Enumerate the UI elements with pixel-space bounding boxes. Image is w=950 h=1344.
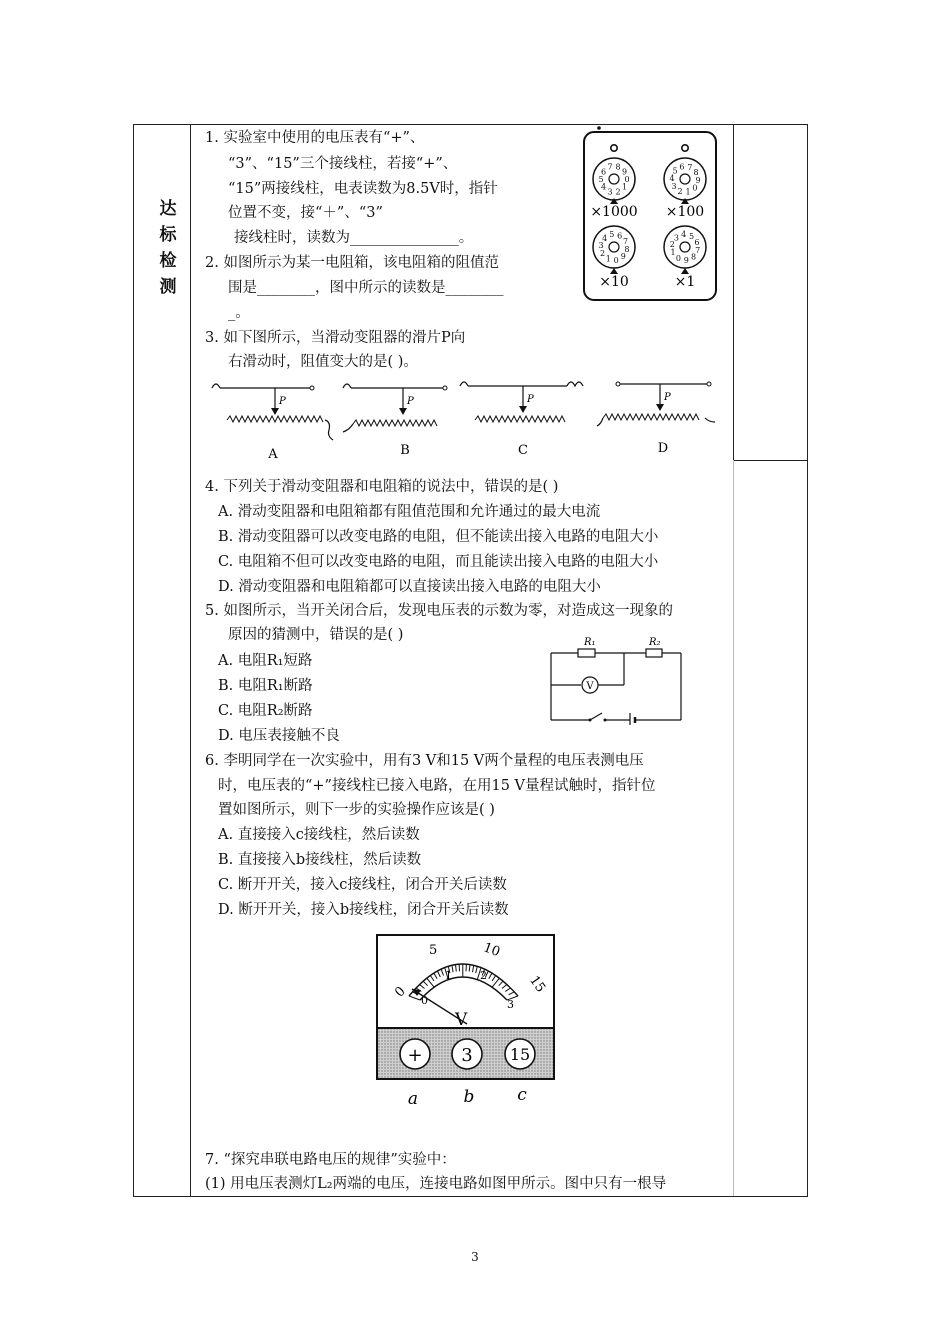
terminal-letter: a [407, 1089, 419, 1109]
q5-option: D. 电压表接触不良 [218, 728, 340, 744]
q5-line: 5. 如图所示，当开关闭合后，发现电压表的示数为零，对造成这一现象的 [205, 603, 673, 619]
dial-digit: 6 [679, 162, 685, 172]
r2-label: R₂ [649, 637, 661, 648]
dial-digit: 5 [609, 230, 615, 240]
table-right-border [807, 124, 808, 1197]
dial-digit: 9 [621, 167, 628, 177]
q2-line: 2. 如图所示为某一电阻箱，该电阻箱的阻值范 [205, 255, 499, 271]
q7-line: 7. “探究串联电路电压的规律”实验中： [205, 1152, 456, 1168]
dial-digit: 8 [693, 168, 699, 178]
outer-scale-label: 0 [392, 984, 409, 1001]
q1-line: 1. 实验室中使用的电压表有“+”、 [205, 130, 425, 146]
dial-digit: 4 [669, 174, 675, 184]
table-column-divider [190, 124, 191, 1197]
resistor-r1 [578, 649, 595, 657]
dial-digit: 7 [607, 162, 613, 172]
multiplier-label: ×10 [599, 274, 629, 290]
table-bottom-border [133, 1196, 808, 1197]
q6-line: 6. 李明同学在一次实验中，用有3 V和15 V两个量程的电压表测电压 [205, 753, 644, 769]
terminal-15-label: 15 [509, 1045, 531, 1064]
dial-digit: 7 [695, 245, 701, 255]
dial-digit: 8 [691, 252, 697, 262]
rheostat-figures [205, 372, 735, 464]
dial-digit: 6 [694, 237, 700, 247]
dial-digit: 0 [624, 175, 630, 184]
q3-line: 右滑动时，阻值变大的是( )。 [228, 354, 418, 370]
section-label-char: 检 [159, 251, 177, 271]
multiplier-label: ×100 [665, 204, 705, 220]
multiplier-label: ×1 [674, 274, 696, 290]
resistor-r2 [646, 649, 662, 657]
slider-label: P [527, 394, 534, 405]
dial-digit: 8 [624, 244, 630, 254]
terminal-15 [505, 1039, 535, 1069]
dial-digit: 5 [598, 175, 604, 184]
q1-line: “15”两接线柱，电表读数为8.5V时，指针 [228, 181, 498, 197]
dial-digit: 3 [607, 187, 613, 197]
dial-digit: 1 [605, 254, 611, 264]
dial-digit: 2 [599, 249, 606, 259]
dial-digit: 5 [689, 231, 695, 241]
q1-line: “3”、“15”三个接线柱，若接“+”、 [228, 156, 458, 172]
r1-label: R₁ [584, 637, 596, 648]
rheostat-c [460, 382, 583, 458]
dial-digit: 7 [687, 163, 693, 172]
dial-digit: 0 [692, 183, 698, 193]
q5-option: B. 电阻R₁断路 [218, 678, 313, 694]
q2-line: 围是________，图中所示的读数是________ [228, 280, 504, 296]
dial-digit: 6 [600, 167, 607, 177]
dial-digit: 4 [600, 182, 607, 192]
slider-label: P [407, 396, 414, 407]
q5-line: 原因的猜测中，错误的是( ) [228, 627, 404, 643]
voltmeter-figure [372, 932, 562, 1112]
option-label: C [518, 443, 528, 458]
inner-scale-label: 3 [507, 998, 514, 1011]
section-label-char: 达 [159, 199, 177, 219]
voltmeter-symbol-label: V [586, 681, 594, 692]
inner-scale-label: 1 [445, 969, 452, 982]
dial-digit: 3 [673, 233, 679, 243]
terminal-letter: c [517, 1085, 527, 1105]
q6-option: A. 直接接入c接线柱，然后读数 [218, 827, 420, 843]
dial-digit: 1 [685, 187, 691, 197]
q5-option: C. 电阻R₂断路 [218, 703, 313, 719]
outer-scale-label: 10 [481, 940, 502, 961]
terminal-plus [400, 1039, 430, 1069]
dial-digit: 5 [672, 166, 678, 176]
q6-option: C. 断开开关，接入c接线柱，闭合开关后读数 [218, 877, 507, 893]
meter-unit: V [455, 1010, 468, 1030]
q7-line: (1) 用电压表测灯L₂两端的电压，连接电路如图甲所示。图中只有一根导 [205, 1176, 667, 1192]
dial-digit: 3 [598, 241, 604, 251]
dial-digit: 6 [617, 231, 623, 241]
q1-line: 接线柱时，读数为_______________。 [234, 230, 474, 246]
q4-stem: 4. 下列关于滑动变阻器和电阻箱的说法中，错误的是( ) [205, 479, 559, 495]
q6-line: 时，电压表的“+”接线柱已接入电路，在用15 V量程试触时，指针位 [218, 778, 656, 794]
terminal-plus-label: + [407, 1045, 423, 1066]
dial-digit: 3 [671, 181, 677, 191]
page-number: 3 [471, 1250, 479, 1264]
outer-scale-label: 5 [429, 943, 438, 958]
q1-line: 位置不变，接“＋”、“3” [228, 205, 383, 221]
dial-digit: 8 [615, 162, 621, 172]
q6-option: D. 断开开关，接入b接线柱，闭合开关后读数 [218, 902, 509, 918]
q4-option: B. 滑动变阻器可以改变电路的电阻，但不能读出接入电路的电阻大小 [218, 529, 659, 545]
section-label-char: 测 [159, 277, 177, 297]
dial-digit: 2 [615, 187, 621, 197]
terminal-3-label: 3 [461, 1045, 473, 1066]
inner-scale-label: 0 [421, 994, 428, 1007]
q3-line: 3. 如下图所示，当滑动变阻器的滑片P向 [205, 330, 466, 346]
option-label: A [268, 447, 278, 462]
dial-digit: 2 [677, 187, 683, 196]
rheostat-a [212, 384, 333, 462]
inner-scale-label: 2 [480, 969, 487, 982]
slider-label: P [664, 392, 671, 403]
terminal-3 [452, 1039, 482, 1069]
section-label [150, 196, 186, 300]
dial-digit: 9 [620, 252, 626, 262]
rheostat-d [597, 382, 715, 456]
q2-line: _。 [228, 305, 250, 321]
inner-right-border-lower [733, 460, 734, 1196]
q4-option: A. 滑动变阻器和电阻箱都有阻值范围和允许通过的最大电流 [218, 504, 601, 520]
dial-digit: 2 [669, 240, 675, 250]
dial-digit: 4 [602, 233, 608, 243]
dial-digit: 1 [670, 248, 676, 258]
section-label-char: 标 [159, 225, 177, 245]
q4-option: D. 滑动变阻器和电阻箱都可以直接读出接入电路的电阻大小 [218, 579, 601, 595]
q4-option: C. 电阻箱不但可以改变电路的电阻，而且能读出接入电路的电阻大小 [218, 554, 659, 570]
resistance-box-figure [572, 124, 722, 304]
q6-option: B. 直接接入b接线柱，然后读数 [218, 852, 422, 868]
option-label: B [400, 443, 410, 458]
outer-scale-label: 15 [526, 973, 548, 996]
dial-digit: 9 [683, 255, 689, 265]
slider-label: P [279, 396, 286, 407]
q6-line: 置如图所示，则下一步的实验操作应该是( ) [218, 802, 495, 818]
q5-option: A. 电阻R₁短路 [218, 653, 313, 669]
dial-digit: 0 [675, 254, 681, 264]
switch [590, 713, 602, 720]
terminal-letter: b [463, 1087, 475, 1107]
option-label: D [657, 441, 669, 456]
table-left-border [133, 124, 134, 1197]
dial-digit: 7 [622, 236, 629, 246]
circuit-diagram [548, 633, 688, 725]
dial-digit: 0 [613, 255, 619, 265]
dial-digit: 9 [695, 175, 701, 185]
multiplier-label: ×1000 [590, 204, 638, 220]
inner-row-divider [733, 460, 807, 461]
rheostat-b [343, 384, 447, 458]
dial-digit: 1 [621, 182, 628, 192]
dial-digit: 4 [681, 230, 687, 240]
